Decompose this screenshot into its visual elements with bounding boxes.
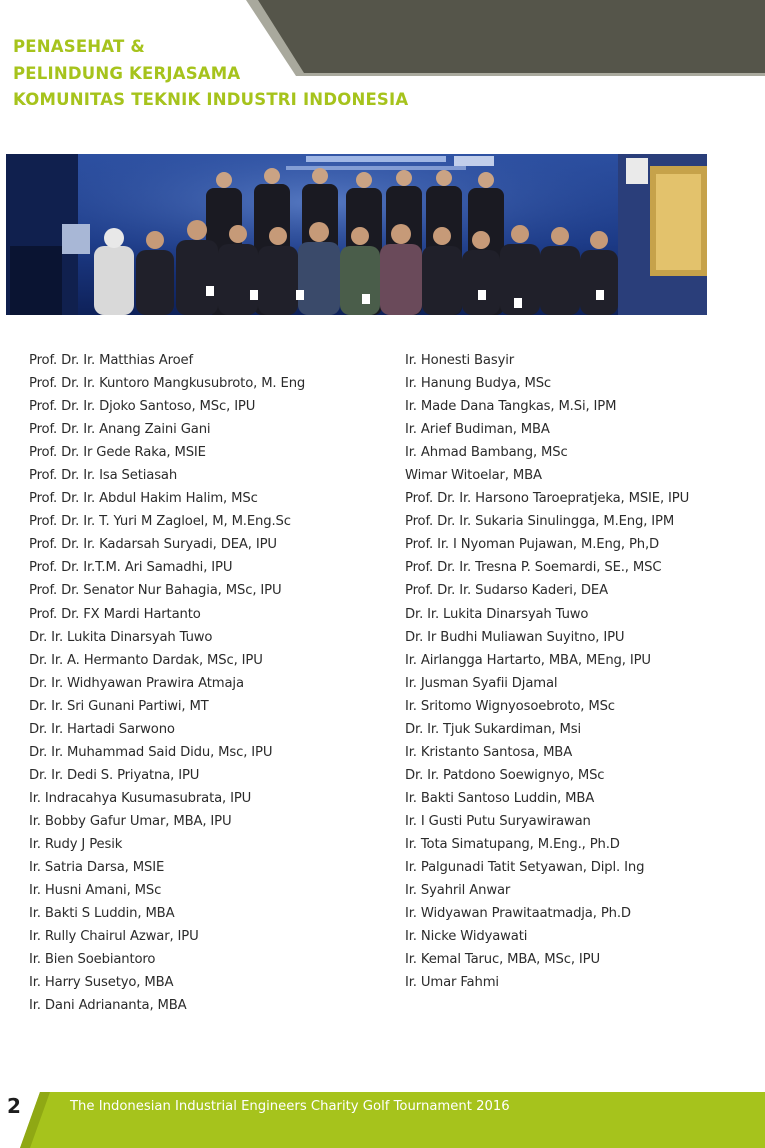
list-item: Dr. Ir. Lukita Dinarsyah Tuwo xyxy=(405,606,589,622)
list-item: Ir. Bien Soebiantoro xyxy=(29,952,156,968)
group-photo xyxy=(6,154,707,315)
list-item: Dr. Ir. Tjuk Sukardiman, Msi xyxy=(405,721,581,737)
list-item: Ir. Honesti Basyir xyxy=(405,353,515,368)
list-item: Prof. Dr. Ir. T. Yuri M Zagloel, M, M.Eng.Sc xyxy=(29,514,291,530)
list-item: Ir. Bobby Gafur Umar, MBA, IPU xyxy=(29,813,232,829)
list-item: Ir. Bakti Santoso Luddin, MBA xyxy=(405,790,595,806)
list-item: Prof. Dr. Ir. Sukaria Sinulingga, M.Eng, IPM xyxy=(405,514,675,530)
title-line-3: KOMUNITAS TEKNIK INDUSTRI INDONESIA xyxy=(13,90,409,109)
list-item: Prof. Ir. I Nyoman Pujawan, M.Eng, Ph,D xyxy=(405,537,660,553)
list-item: Wimar Witoelar, MBA xyxy=(405,468,542,484)
list-item: Ir. Rudy J Pesik xyxy=(29,836,123,852)
list-item: Ir. Husni Amani, MSc xyxy=(29,883,162,899)
footer-text: The Indonesian Industrial Engineers Charity Golf Tournament 2016 xyxy=(70,1099,510,1114)
names-right-column xyxy=(405,349,689,994)
list-item: Ir. Ahmad Bambang, MSc xyxy=(405,445,568,461)
list-item: Ir. Airlangga Hartarto, MBA, MEng, IPU xyxy=(405,652,651,668)
list-item: Dr. Ir. Dedi S. Priyatna, IPU xyxy=(29,767,200,783)
list-item: Ir. Umar Fahmi xyxy=(405,975,499,991)
list-item: Ir. Rully Chairul Azwar, IPU xyxy=(29,929,199,945)
list-item: Ir. I Gusti Putu Suryawirawan xyxy=(405,813,591,829)
list-item: Ir. Arief Budiman, MBA xyxy=(405,422,550,438)
list-item: Ir. Syahril Anwar xyxy=(405,883,511,899)
list-item: Prof. Dr. Ir. Abdul Hakim Halim, MSc xyxy=(29,491,258,507)
list-item: Prof. Dr. Ir. Sudarso Kaderi, DEA xyxy=(405,583,608,599)
list-item: Prof. Dr. Ir. Harsono Taroepratjeka, MSIE, IPU xyxy=(405,491,690,507)
list-item: Ir. Kristanto Santosa, MBA xyxy=(405,744,573,760)
list-item: Prof. Dr. FX Mardi Hartanto xyxy=(29,606,201,622)
list-item: Ir. Bakti S Luddin, MBA xyxy=(29,906,175,922)
list-item: Ir. Jusman Syafii Djamal xyxy=(405,675,558,691)
list-item: Prof. Dr. Ir.T.M. Ari Samadhi, IPU xyxy=(29,560,233,576)
list-item: Dr. Ir Budhi Muliawan Suyitno, IPU xyxy=(405,629,625,645)
list-item: Prof. Dr. Ir Gede Raka, MSIE xyxy=(29,445,206,461)
names-left-column xyxy=(29,349,305,1017)
list-item: Ir. Indracahya Kusumasubrata, IPU xyxy=(29,790,252,806)
list-item: Ir. Tota Simatupang, M.Eng., Ph.D xyxy=(405,836,620,852)
list-item: Ir. Harry Susetyo, MBA xyxy=(29,975,174,991)
list-item: Ir. Hanung Budya, MSc xyxy=(405,376,552,392)
list-item: Prof. Dr. Ir. Matthias Aroef xyxy=(29,353,193,368)
page-number: 2 xyxy=(7,1094,21,1118)
list-item: Dr. Ir. Muhammad Said Didu, Msc, IPU xyxy=(29,744,273,760)
list-item: Dr. Ir. Hartadi Sarwono xyxy=(29,721,175,737)
title-line-1: PENASEHAT & xyxy=(13,37,145,56)
list-item: Prof. Dr. Ir. Djoko Santoso, MSc, IPU xyxy=(29,399,256,415)
list-item: Prof. Dr. Ir. Anang Zaini Gani xyxy=(29,422,211,438)
list-item: Dr. Ir. Lukita Dinarsyah Tuwo xyxy=(29,629,213,645)
list-item: Ir. Dani Adriananta, MBA xyxy=(29,998,187,1014)
list-item: Ir. Sritomo Wignyosoebroto, MSc xyxy=(405,698,615,714)
list-item: Prof. Dr. Senator Nur Bahagia, MSc, IPU xyxy=(29,583,282,599)
list-item: Ir. Made Dana Tangkas, M.Si, IPM xyxy=(405,399,617,415)
list-item: Ir. Widyawan Prawitaatmadja, Ph.D xyxy=(405,906,631,922)
list-item: Prof. Dr. Ir. Isa Setiasah xyxy=(29,468,178,484)
list-item: Dr. Ir. A. Hermanto Dardak, MSc, IPU xyxy=(29,652,263,668)
list-item: Ir. Satria Darsa, MSIE xyxy=(29,860,165,876)
title-line-2: PELINDUNG KERJASAMA xyxy=(13,63,241,83)
list-item: Ir. Kemal Taruc, MBA, MSc, IPU xyxy=(405,952,600,968)
list-item: Ir. Nicke Widyawati xyxy=(405,929,528,945)
list-item: Dr. Ir. Patdono Soewignyo, MSc xyxy=(405,767,605,783)
list-item: Ir. Palgunadi Tatit Setyawan, Dipl. Ing xyxy=(405,860,645,876)
list-item: Prof. Dr. Ir. Kadarsah Suryadi, DEA, IPU xyxy=(29,537,277,553)
list-item: Dr. Ir. Sri Gunani Partiwi, MT xyxy=(29,698,209,714)
list-item: Prof. Dr. Ir. Tresna P. Soemardi, SE., MSC xyxy=(405,560,662,576)
list-item: Dr. Ir. Widhyawan Prawira Atmaja xyxy=(29,675,244,691)
page-title xyxy=(13,34,408,114)
list-item: Prof. Dr. Ir. Kuntoro Mangkusubroto, M. Eng xyxy=(29,376,306,392)
